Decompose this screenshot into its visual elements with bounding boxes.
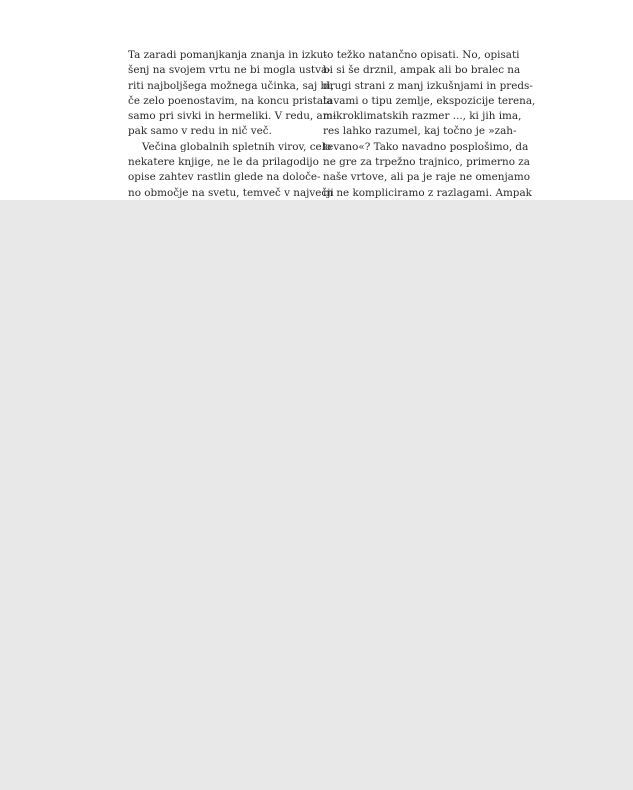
text-line: drugi strani z manj izkušnjami in preds- [323,79,533,92]
text-line: tavami o tipu zemlje, ekspozicije terena, [323,94,536,107]
text-line: Ta zaradi pomanjkanja znanja in izku- [128,49,327,61]
unrendered-page-area [0,200,633,790]
text-line: bi si še drznil, ampak ali bo bralec na [323,64,521,77]
text-line: Večina globalnih spletnih virov, celo [142,140,332,153]
text-line: riti najboljšega možnega učinka, saj bi, [128,79,334,92]
left-text-column [128,48,337,216]
text-line: ne gre za trpežno trajnico, primerno za [323,156,530,169]
text-line: naše vrtove, ali pa je raje ne omenjamo [323,171,530,184]
text-line: no območje na svetu, temveč v največji [128,186,334,199]
text-line: res lahko razumel, kaj točno je »zah- [323,125,517,138]
text-line: in ne kompliciramo z razlagami. Ampak [323,186,532,199]
text-line: samo pri sivki in hermeliki. V redu, am- [128,110,337,123]
document-page [0,0,633,200]
text-line: nekatere knjige, ne le da prilagodijo [128,156,319,169]
text-line: če zelo poenostavim, na koncu pristala [128,94,333,107]
text-line: tevano«? Tako navadno posplošimo, da [323,140,529,153]
text-line: opise zahtev rastlin glede na določe- [128,171,321,184]
text-line: to težko natančno opisati. No, opisati [323,49,520,61]
text-line: pak samo v redu in nič več. [128,125,272,138]
text-line: mikroklimatskih razmer ..., ki jih ima, [323,110,522,123]
text-line: šenj na svojem vrtu ne bi mogla ustva- [128,64,331,77]
right-text-column [323,48,536,216]
